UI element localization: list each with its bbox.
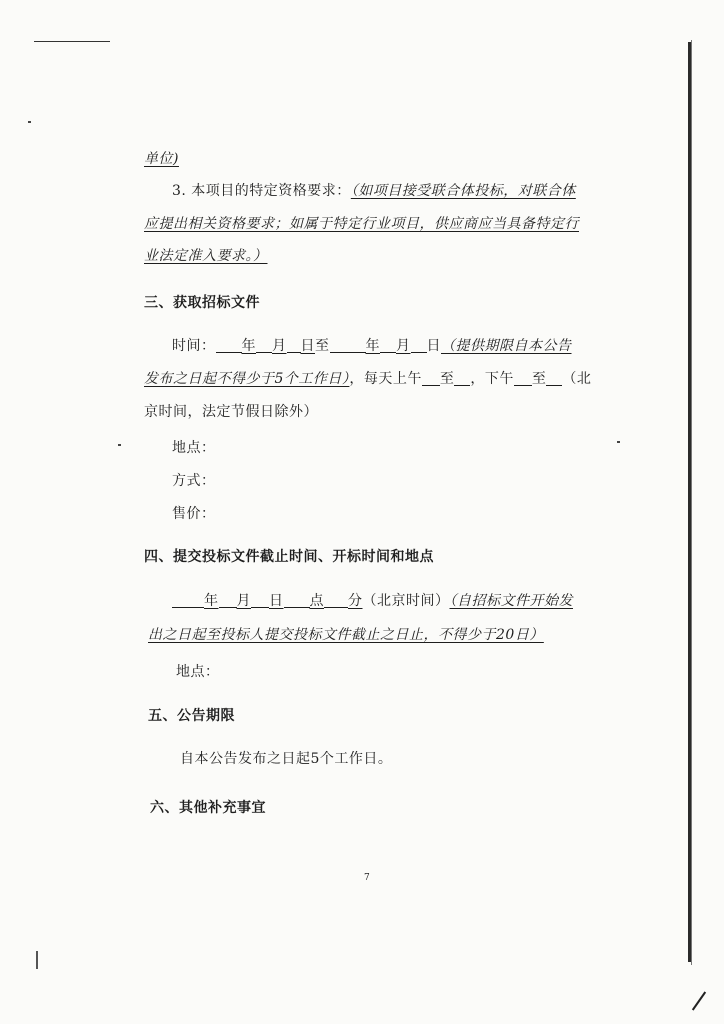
deadline-day-blank xyxy=(251,593,269,608)
top-left-rule xyxy=(34,41,110,42)
month-blank-2 xyxy=(380,338,396,353)
scan-speck xyxy=(118,444,121,446)
am-end-blank xyxy=(454,371,470,386)
deadline-day: 日 xyxy=(269,593,284,609)
deadline-year: 年 xyxy=(204,593,219,609)
pm-start-blank xyxy=(514,371,532,386)
section-3-heading: 三、获取招标文件 xyxy=(144,295,260,311)
month-char: 月 xyxy=(272,338,287,354)
month-blank xyxy=(256,338,272,353)
deadline-minute: 分 xyxy=(348,593,363,609)
daily-am-label: ，每天上午 xyxy=(349,371,422,387)
qualification-line-1 xyxy=(172,180,576,200)
am-start-blank xyxy=(422,371,440,386)
month-char-2: 月 xyxy=(396,338,411,354)
deadline-note: （自招标文件开始发 xyxy=(449,593,573,609)
day-char: 日 xyxy=(300,338,315,354)
qualification-note: （如项目接受联合体投标，对联合体 xyxy=(350,183,576,199)
comma: ， xyxy=(470,371,485,387)
deadline-year-blank xyxy=(172,593,204,608)
period-note-cont: 发布之日起不得少于5个工作日） xyxy=(144,371,350,387)
qualification-line-3: 业法定准入要求。） xyxy=(144,248,268,264)
scan-mark-left xyxy=(36,951,38,969)
pm-to: 至 xyxy=(531,371,547,387)
qualification-line-2: 应提出相关资格要求；如属于特定行业项目，供应商应当具备特定行 xyxy=(144,216,579,232)
time-label: 时间： xyxy=(172,338,216,354)
pm-label: 下午 xyxy=(484,371,514,387)
daily-hours-line xyxy=(144,368,591,388)
price-label: 售价： xyxy=(172,506,216,522)
qualification-label: 3. 本项目的特定资格要求： xyxy=(172,183,351,199)
section-6-heading: 六、其他补充事宜 xyxy=(150,800,266,816)
year-blank-2 xyxy=(330,338,366,353)
beijing-open: （北 xyxy=(562,371,592,387)
section-4-location: 地点： xyxy=(176,664,220,680)
section-5-heading: 五、公告期限 xyxy=(148,708,235,724)
am-to: 至 xyxy=(439,371,455,387)
year-char-2: 年 xyxy=(365,338,380,354)
beijing-time-line: 京时间，法定节假日除外） xyxy=(144,404,318,420)
year-char: 年 xyxy=(241,338,256,354)
day-blank-2 xyxy=(411,338,427,353)
day-blank xyxy=(287,338,301,353)
location-label: 地点： xyxy=(172,440,216,456)
scan-speck xyxy=(28,121,31,123)
time-line xyxy=(172,335,572,355)
deadline-month-blank xyxy=(219,593,237,608)
method-label: 方式： xyxy=(172,473,216,489)
section-4-heading: 四、提交投标文件截止时间、开标时间和地点 xyxy=(144,549,434,565)
deadline-note-cont: 出之日起至投标人提交投标文件截止之日止，不得少于20日） xyxy=(148,627,544,643)
deadline-line xyxy=(172,590,573,610)
pm-end-blank xyxy=(546,371,562,386)
beijing-time: （北京时间） xyxy=(362,593,450,609)
day-char-2: 日 xyxy=(426,338,441,354)
deadline-month: 月 xyxy=(236,593,251,609)
deadline-hour: 点 xyxy=(309,593,324,609)
unit-line-end: 单位) xyxy=(144,151,179,167)
page-number: 7 xyxy=(364,873,370,883)
scan-speck xyxy=(617,441,620,443)
period-note: （提供期限自本公告 xyxy=(441,338,572,354)
deadline-minute-blank xyxy=(324,593,348,608)
year-blank xyxy=(216,338,242,353)
deadline-hour-blank xyxy=(284,593,310,608)
scan-edge-right-thin xyxy=(691,40,692,965)
announcement-period-text: 自本公告发布之日起5个工作日。 xyxy=(180,751,393,767)
to-char: 至 xyxy=(315,338,330,354)
scan-mark-slash xyxy=(692,991,706,1010)
